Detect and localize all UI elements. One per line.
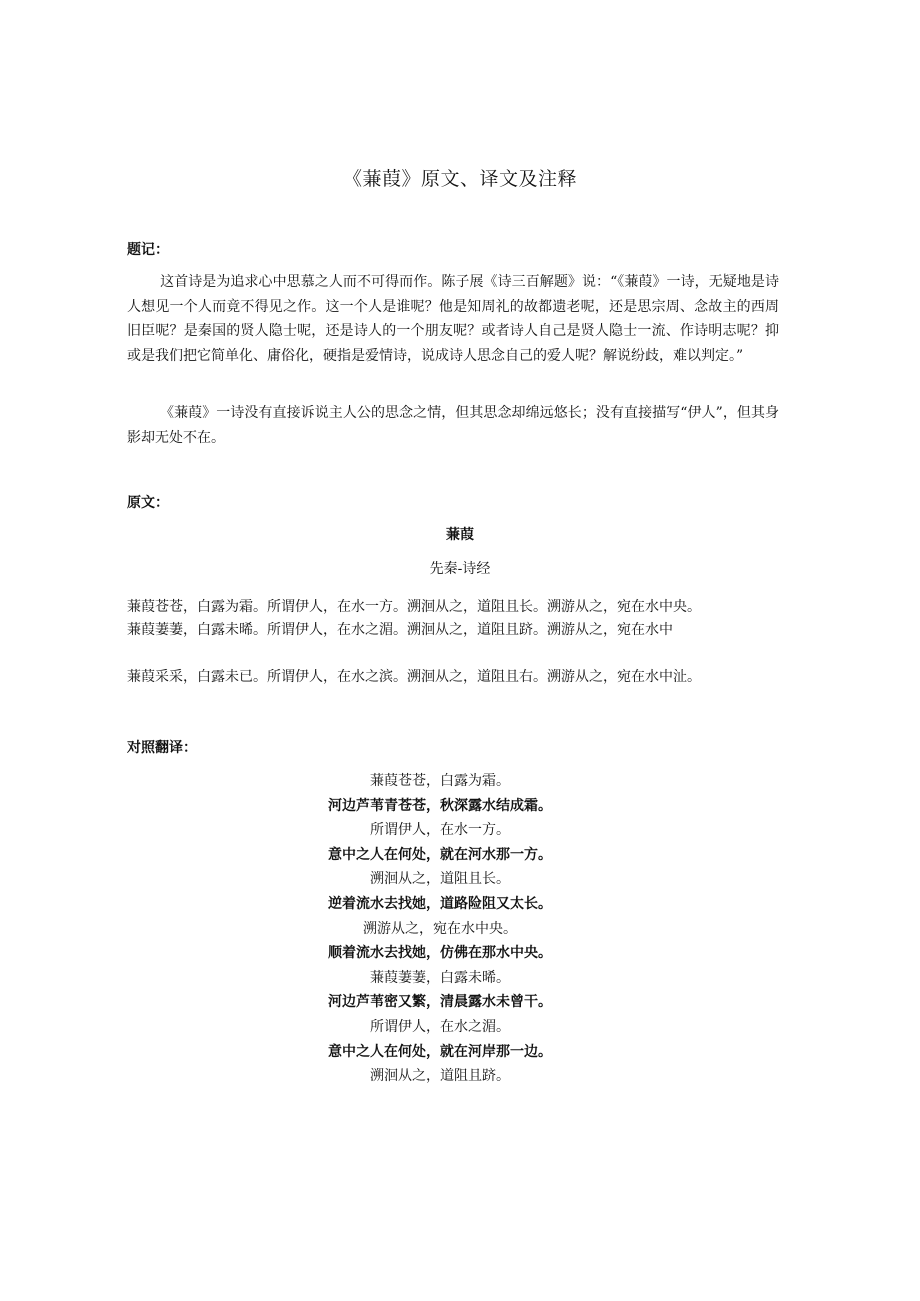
translation-original-line: 溯洄从之，道阻且长。 (370, 871, 510, 888)
translation-modern-line: 意中之人在何处，就在河岸那一边。 (328, 1043, 552, 1060)
translation-original-line: 溯洄从之，道阻且跻。 (370, 1068, 510, 1085)
translation-original-line: 溯游从之，宛在水中央。 (363, 920, 517, 937)
intro-paragraph-2 (127, 401, 779, 450)
poem-stanza-3: 蒹葭采采，白露未已。所谓伊人，在水之滨。溯洄从之，道阻且右。溯游从之，宛在水中沚。 (127, 669, 701, 685)
translation-modern-line: 河边芦苇密又繁，清晨露水未曾干。 (328, 994, 552, 1011)
poem-title: 蒹葭 (446, 527, 474, 543)
intro-label: 题记： (127, 242, 169, 258)
original-label: 原文： (127, 495, 169, 511)
intro-paragraph-1 (127, 270, 779, 368)
translation-original-line: 蒹葭苍苍，白露为霜。 (370, 773, 510, 789)
translation-modern-line: 河边芦苇青苍苍，秋深露水结成霜。 (328, 797, 552, 814)
translation-original-line: 蒹葭萋萋，白露未晞。 (370, 969, 510, 986)
page-title: 《蒹葭》原文、译文及注释 (342, 168, 577, 190)
translation-modern-line: 逆着流水去找她，道路险阻又太长。 (328, 895, 552, 912)
intro-paragraph-1-text: 这首诗是为追求心中思慕之人而不可得而作。陈子展《诗三百解题》说：“《蒹葭》一诗，无疑地是诗人想见一个人而竟不得见之作。这一个人是谁呢？他是知周礼的故都遗老呢，还是思宗周、念故主的西周旧臣呢？是秦国的贤人隐士呢，还是诗人的一个朋友呢？或者诗人自己是贤人隐士一流、作诗明志呢？抑或是我们把它简单化、庸俗化，硬指是爱情诗，说成诗人思念自己的爱人呢？解说纷歧，难以判定。” (127, 274, 779, 364)
poem-stanza-2: 蒹葭萋萋，白露未晞。所谓伊人，在水之湄。溯洄从之，道阻且跻。溯游从之，宛在水中 (127, 622, 673, 638)
translation-original-line: 所谓伊人，在水之湄。 (370, 1018, 510, 1035)
translation-modern-line: 意中之人在何处，就在河水那一方。 (328, 846, 552, 863)
translation-label: 对照翻译： (127, 740, 197, 756)
translation-original-line: 所谓伊人，在水一方。 (370, 822, 510, 839)
poem-stanza-1: 蒹葭苍苍，白露为霜。所谓伊人，在水一方。溯洄从之，道阻且长。溯游从之，宛在水中央。 (127, 599, 701, 615)
translation-lines (0, 769, 880, 1089)
translation-modern-line: 顺着流水去找她，仿佛在那水中央。 (328, 945, 552, 962)
poem-author: 先秦-诗经 (429, 561, 491, 577)
intro-paragraph-2-text: 《蒹葭》一诗没有直接诉说主人公的思念之情，但其思念却绵远悠长；没有直接描写“伊人”，但其身影却无处不在。 (127, 405, 779, 446)
